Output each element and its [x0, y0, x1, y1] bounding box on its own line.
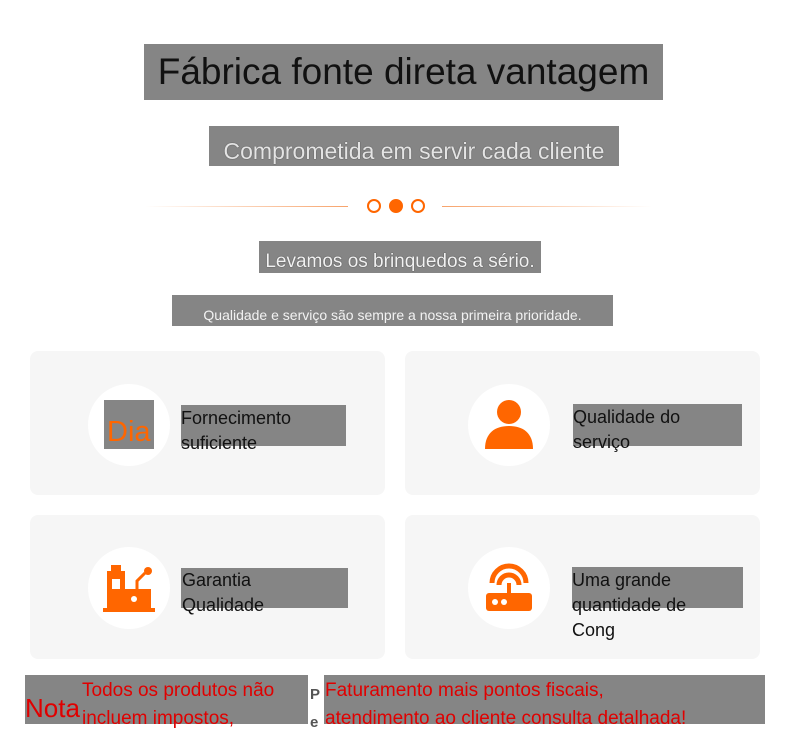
note-prefix: Nota	[25, 693, 80, 723]
slogan: Levamos os brinquedos a sério.	[259, 241, 541, 273]
feature-label-line: Qualidade do	[573, 407, 681, 427]
note-line: Faturamento mais pontos fiscais,	[325, 680, 604, 701]
note-line: atendimento ao cliente consulta detalhada!	[325, 708, 687, 729]
note-line: Todos os produtos não	[82, 680, 275, 701]
feature-label-line: Qualidade	[182, 595, 265, 615]
icon-circle	[468, 547, 550, 629]
note-line: P	[310, 686, 321, 703]
tagline: Qualidade e serviço são sempre a nossa primeira prioridade.	[172, 295, 613, 326]
dot-indicator	[367, 199, 381, 213]
feature-label	[573, 405, 680, 455]
page-subtitle: Comprometida em servir cada cliente	[209, 126, 619, 166]
feature-label-line: Fornecimento	[181, 408, 292, 428]
calendar-icon-text: Dia	[107, 416, 151, 448]
feature-label-line: serviço	[573, 432, 631, 452]
icon-circle	[88, 547, 170, 629]
note-line: incluem impostos,	[82, 708, 235, 729]
note-text-left	[82, 677, 312, 733]
divider-right	[442, 206, 652, 207]
user-icon	[484, 399, 534, 451]
feature-label-line: suficiente	[181, 433, 258, 453]
feature-card-guarantee	[30, 515, 385, 659]
feature-label	[182, 568, 264, 618]
feature-label	[572, 568, 686, 643]
feature-card-service	[405, 351, 760, 495]
page-title: Fábrica fonte direta vantagem	[144, 44, 663, 100]
feature-label	[181, 406, 291, 456]
feature-label-line: Garantia	[182, 570, 252, 590]
icon-circle	[468, 384, 550, 466]
dot-indicator	[411, 199, 425, 213]
dot-indicator-active	[389, 199, 403, 213]
router-icon	[484, 561, 534, 613]
icon-circle	[88, 384, 170, 466]
note-text-right	[325, 677, 765, 733]
note-line: e	[310, 714, 319, 731]
feature-label-line: quantidade de	[572, 595, 687, 615]
feature-card-supply	[30, 351, 385, 495]
feature-label-line: Uma grande	[572, 570, 672, 590]
divider-left	[145, 206, 348, 207]
feature-card-quantity	[405, 515, 760, 659]
feature-label-line: Cong	[572, 620, 616, 640]
note-middle	[310, 681, 320, 737]
machine-icon	[103, 561, 155, 613]
